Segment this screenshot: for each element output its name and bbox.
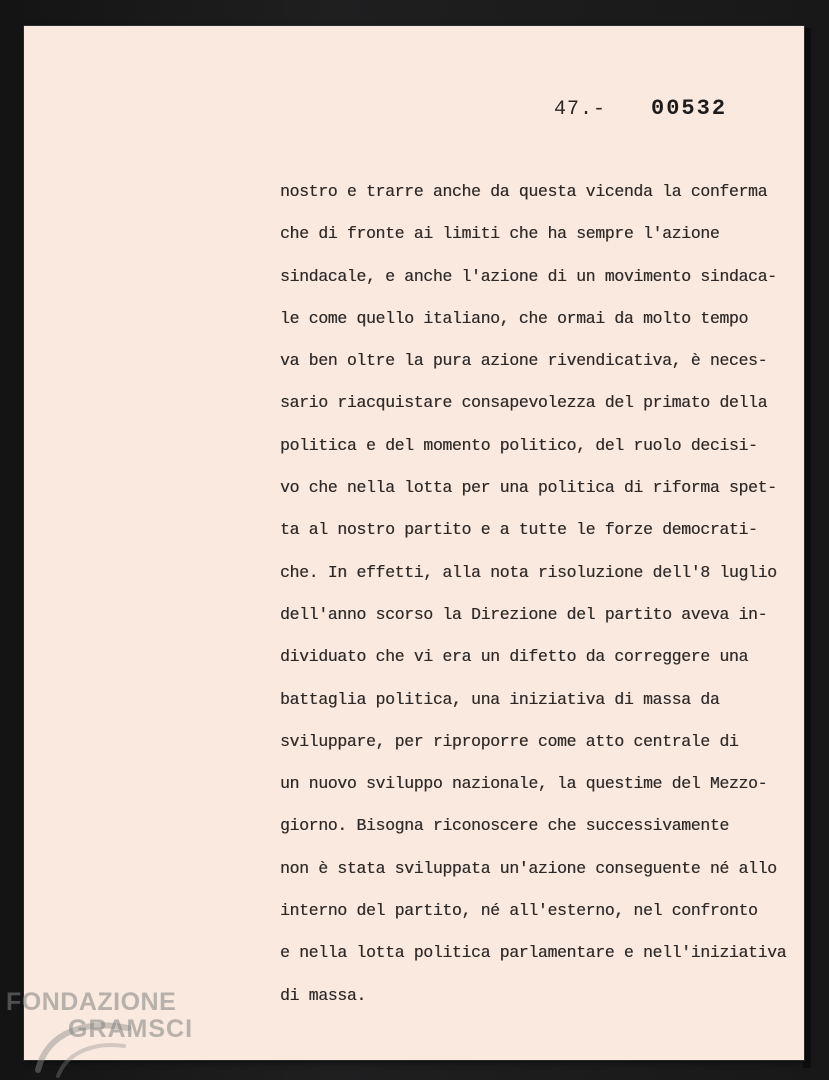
text-line: giorno. Bisogna riconoscere che successivamente [280, 816, 729, 836]
text-line: non è stata sviluppata un'azione conseguente né allo [280, 858, 777, 878]
page-shadow-edge [803, 28, 811, 1068]
text-line: politica e del momento politico, del ruolo decisi- [280, 435, 758, 455]
watermark-line-1: FONDAZIONE [6, 988, 177, 1016]
watermark-line-2: GRAMSCI [68, 1015, 194, 1043]
archive-number: 00532 [651, 96, 728, 121]
text-line: le come quello italiano, che ormai da molto tempo [280, 308, 749, 328]
text-line: e nella lotta politica parlamentare e nell'iniziativa [280, 943, 787, 963]
text-line: sindacale, e anche l'azione di un movimento sindaca- [280, 266, 777, 286]
text-line: sviluppare, per riproporre come atto centrale di [280, 731, 739, 751]
text-line: nostro e trarre anche da questa vicenda la conferma [280, 182, 768, 201]
typewritten-text [280, 171, 800, 1003]
text-line: che di fronte ai limiti che ha sempre l'azione [280, 224, 720, 244]
text-line: che. In effetti, alla nota risoluzione dell'8 luglio [280, 562, 777, 582]
text-line: dell'anno scorso la Direzione del partito aveva in- [280, 604, 768, 624]
text-line: va ben oltre la pura azione rivendicativa, è neces- [280, 351, 768, 371]
page-header [554, 96, 727, 121]
text-line: dividuato che vi era un difetto da correggere una [280, 647, 749, 667]
document-page [24, 26, 804, 1060]
text-line: interno del partito, né all'esterno, nel confronto [280, 901, 758, 921]
text-line: sario riacquistare consapevolezza del primato della [280, 393, 768, 413]
text-line: un nuovo sviluppo nazionale, la questime del Mezzo- [280, 774, 768, 794]
text-line: ta al nostro partito e a tutte le forze democrati- [280, 520, 758, 540]
page-number: 47.- [554, 98, 607, 121]
text-line: vo che nella lotta per una politica di riforma spet- [280, 478, 777, 498]
text-line: battaglia politica, una iniziativa di massa da [280, 689, 720, 709]
text-line: di massa. [280, 985, 366, 1003]
